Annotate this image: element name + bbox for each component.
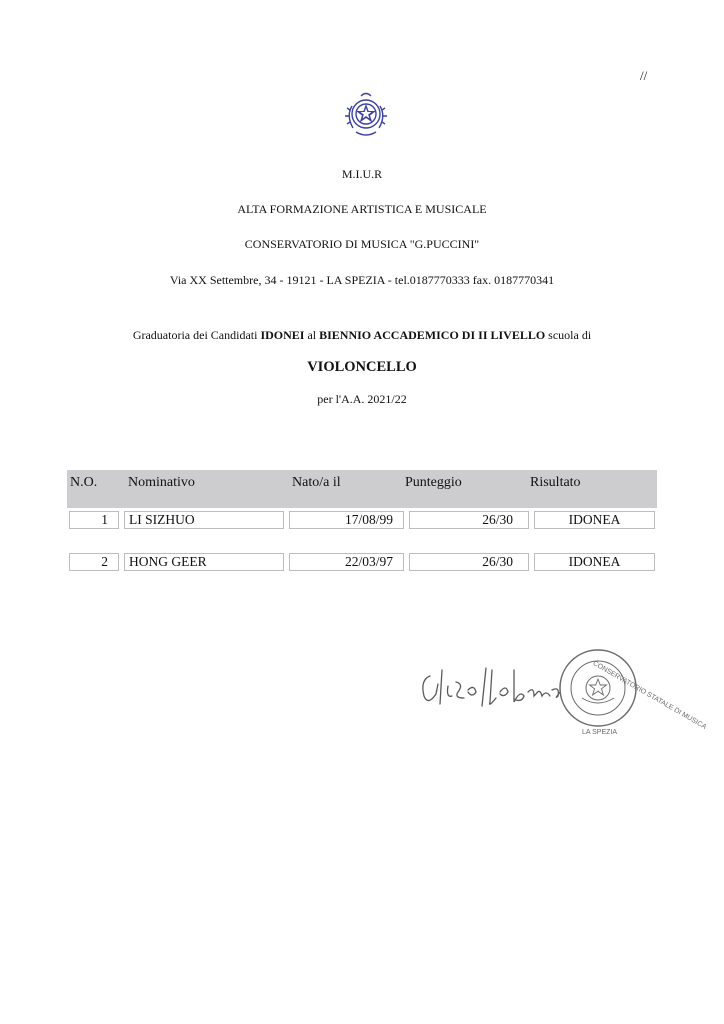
header-number: N.O.: [70, 475, 98, 490]
intro-text-3: scuola di: [545, 328, 592, 342]
row-result: IDONEA: [534, 553, 655, 571]
intro-bold-idonei: IDONEI: [260, 328, 305, 342]
header-score: Punteggio: [405, 475, 462, 490]
ranking-intro: [0, 328, 724, 343]
row-birthdate: 22/03/97: [289, 553, 404, 571]
table-header: [67, 470, 657, 508]
row-birthdate: 17/08/99: [289, 511, 404, 529]
republic-emblem-icon: [341, 88, 391, 142]
header-born: Nato/a il: [292, 475, 341, 490]
header-result: Risultato: [530, 475, 581, 490]
row-score: 26/30: [409, 553, 529, 571]
afam-line: ALTA FORMAZIONE ARTISTICA E MUSICALE: [237, 202, 487, 216]
institution-address: Via XX Settembre, 34 - 19121 - LA SPEZIA - tel.0187770333 fax. 0187770341: [169, 273, 555, 287]
stamp-ring-text: CONSERVATORIO STATALE DI MUSICA: [591, 660, 708, 731]
corner-mark: //: [640, 68, 648, 83]
intro-bold-biennio: BIENNIO ACCADEMICO DI II LIVELLO: [319, 328, 546, 342]
row-number: 1: [69, 511, 119, 529]
row-name: LI SIZHUO: [124, 511, 284, 529]
signature-and-stamp: [410, 640, 708, 750]
ministry-line: M.I.U.R: [341, 167, 383, 181]
header-name: Nominativo: [128, 475, 195, 490]
intro-text-1: Graduatoria dei Candidati: [132, 328, 261, 342]
academic-year: per l'A.A. 2021/22: [317, 392, 407, 406]
intro-text-2: al: [304, 328, 320, 342]
institution-name: CONSERVATORIO DI MUSICA "G.PUCCINI": [244, 237, 480, 251]
row-number: 2: [69, 553, 119, 571]
stamp-city-text: LA SPEZIA: [582, 729, 618, 736]
row-score: 26/30: [409, 511, 529, 529]
school-title: VIOLONCELLO: [307, 359, 417, 375]
row-result: IDONEA: [534, 511, 655, 529]
row-name: HONG GEER: [124, 553, 284, 571]
